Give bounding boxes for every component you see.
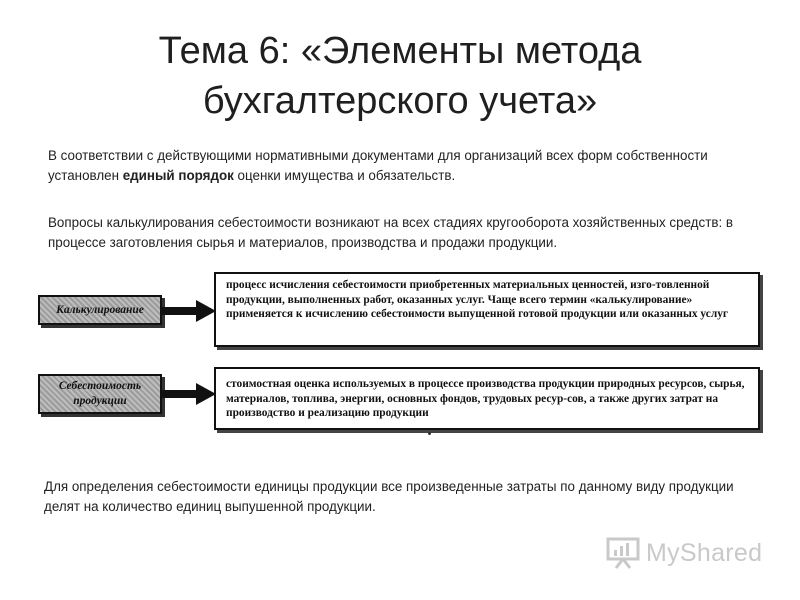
paragraph-uniform-valuation <box>48 146 768 186</box>
watermark-logo <box>606 537 762 569</box>
term-box-production-cost <box>38 374 162 414</box>
watermark-text: MyShared <box>646 538 763 567</box>
slide-title <box>0 26 800 126</box>
paragraph-unit-cost: Для определения себестоимости единицы продукции все произведенные затраты по данному виду продукции делят на количество единиц выпушенной продукции. <box>44 479 734 514</box>
paragraph-1-emphasis: единый порядок <box>122 168 234 183</box>
arrow-right-icon <box>162 383 216 405</box>
definition-box-costing <box>214 272 760 347</box>
paragraph-1-text-start: В соответствии с действующими нормативными документами для организаций всех форм собственности установлен <box>48 148 708 183</box>
definition-box-production-cost <box>214 367 760 430</box>
term-label-production-cost: Себестоимость продукции <box>58 380 142 407</box>
scan-dot <box>428 432 431 435</box>
presentation-board-icon <box>606 537 640 569</box>
definition-text-costing: процесс исчисления себестоимости приобретенных материальных ценностей, изго-товленной продукции, выполненных работ, оказанных услуг. Чаще всего термин «калькулирование» применяется к исчислению себестоимости выпущенной готовой продукции или оказанных услуг <box>226 279 729 320</box>
slide-title-line-2: бухгалтерского учета» <box>202 80 598 122</box>
arrow-right-icon <box>162 300 216 322</box>
term-label-costing: Калькулирование <box>56 303 144 316</box>
slide-title-line-1: Тема 6: «Элементы метода <box>158 30 642 72</box>
paragraph-costing-questions: Вопросы калькулирования себестоимости возникают на всех стадиях кругооборота хозяйственных средств: в процессе заготовления сырья и материалов, производства и продажи продукции. <box>48 215 733 250</box>
term-box-costing <box>38 295 162 325</box>
paragraph-1-text-end: оценки имущества и обязательств. <box>233 168 456 183</box>
definition-text-production-cost: стоимостная оценка используемых в процессе производства продукции природных ресурсов, сырья, материалов, топлива, энергии, основных фондов, трудовых ресур-сов, а также других затрат на производство и реализацию продукции <box>226 378 745 419</box>
